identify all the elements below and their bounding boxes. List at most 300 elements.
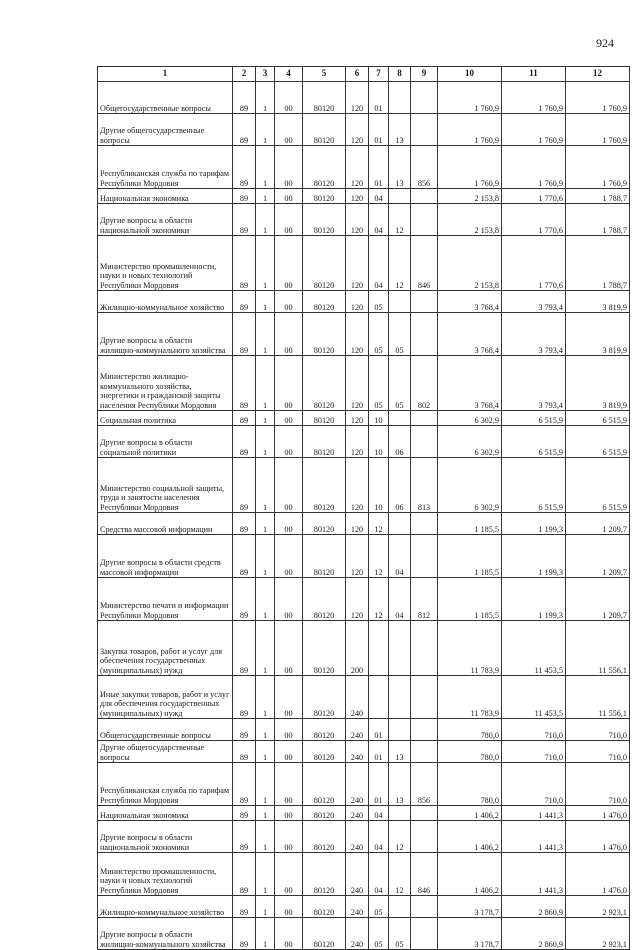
- table-row: [98, 806, 630, 821]
- cell-code: 200: [346, 621, 369, 676]
- cell-code: 120: [346, 513, 369, 535]
- cell-code: 05: [369, 918, 389, 950]
- cell-code: 80120: [303, 513, 346, 535]
- cell-code: [411, 411, 438, 426]
- cell-amount: 710,0: [502, 741, 566, 763]
- cell-code: 1: [256, 204, 275, 236]
- cell-code: 80120: [303, 763, 346, 806]
- cell-amount: 2 923,1: [566, 896, 630, 918]
- cell-code: 120: [346, 204, 369, 236]
- cell-amount: 1 185,5: [438, 513, 502, 535]
- cell-code: 89: [233, 853, 256, 896]
- cell-code: 05: [369, 313, 389, 356]
- table-row: [98, 676, 630, 719]
- cell-code: 1: [256, 356, 275, 411]
- row-name-cell: Министерство промышленности, науки и новых технологий Республики Мордовия: [98, 236, 233, 291]
- cell-code: 00: [275, 458, 303, 513]
- cell-code: 1: [256, 146, 275, 189]
- cell-code: [411, 535, 438, 578]
- cell-code: 00: [275, 114, 303, 146]
- header-cell: 5: [303, 67, 346, 82]
- row-name-cell: Другие общегосударственные вопросы: [98, 114, 233, 146]
- table-row: [98, 114, 630, 146]
- cell-amount: 6 302,9: [438, 458, 502, 513]
- row-name-cell: Республиканская служба по тарифам Республики Мордовия: [98, 146, 233, 189]
- table-row: [98, 313, 630, 356]
- cell-code: 05: [389, 313, 411, 356]
- row-name-cell: Иные закупки товаров, работ и услуг для обеспечения государственных (муниципальных) нужд: [98, 676, 233, 719]
- cell-code: 80120: [303, 411, 346, 426]
- cell-code: 00: [275, 236, 303, 291]
- cell-amount: 1 476,0: [566, 853, 630, 896]
- cell-code: 80120: [303, 578, 346, 621]
- table-row: [98, 896, 630, 918]
- cell-amount: 780,0: [438, 741, 502, 763]
- cell-code: 89: [233, 741, 256, 763]
- cell-code: 89: [233, 763, 256, 806]
- cell-code: 120: [346, 426, 369, 458]
- cell-amount: 1 476,0: [566, 821, 630, 853]
- cell-code: 1: [256, 719, 275, 741]
- header-cell: 1: [98, 67, 233, 82]
- cell-code: 80120: [303, 896, 346, 918]
- cell-code: 80120: [303, 356, 346, 411]
- cell-code: 12: [389, 204, 411, 236]
- cell-code: 240: [346, 719, 369, 741]
- cell-code: 120: [346, 356, 369, 411]
- cell-code: 04: [389, 578, 411, 621]
- cell-code: [411, 82, 438, 114]
- cell-code: 00: [275, 313, 303, 356]
- cell-code: 89: [233, 578, 256, 621]
- page-number: 924: [596, 36, 614, 50]
- cell-code: 1: [256, 676, 275, 719]
- row-name-cell: Другие вопросы в области жилищно-коммунального хозяйства: [98, 313, 233, 356]
- cell-code: [389, 806, 411, 821]
- cell-amount: 1 760,9: [566, 82, 630, 114]
- cell-code: 89: [233, 896, 256, 918]
- table-row: [98, 578, 630, 621]
- cell-amount: 1 476,0: [566, 806, 630, 821]
- row-name-cell: Другие вопросы в области средств массовой информации: [98, 535, 233, 578]
- cell-code: 89: [233, 356, 256, 411]
- cell-code: 89: [233, 114, 256, 146]
- cell-amount: 1 406,2: [438, 806, 502, 821]
- cell-code: 00: [275, 291, 303, 313]
- cell-code: 120: [346, 236, 369, 291]
- cell-amount: 1 209,7: [566, 578, 630, 621]
- cell-amount: 3 768,4: [438, 291, 502, 313]
- table-row: [98, 513, 630, 535]
- cell-code: 120: [346, 291, 369, 313]
- row-name-cell: Другие вопросы в области социальной политики: [98, 426, 233, 458]
- cell-amount: 6 515,9: [502, 458, 566, 513]
- cell-code: 00: [275, 513, 303, 535]
- table-row: [98, 356, 630, 411]
- cell-amount: 1 209,7: [566, 513, 630, 535]
- cell-amount: 1 770,6: [502, 189, 566, 204]
- cell-code: 13: [389, 763, 411, 806]
- cell-code: 00: [275, 821, 303, 853]
- cell-code: 00: [275, 896, 303, 918]
- cell-code: 80120: [303, 146, 346, 189]
- header-cell: 3: [256, 67, 275, 82]
- table-row: [98, 621, 630, 676]
- row-name-cell: Общегосударственные вопросы: [98, 82, 233, 114]
- cell-code: 12: [369, 578, 389, 621]
- budget-table: [97, 66, 630, 950]
- cell-code: [411, 806, 438, 821]
- table-row: [98, 82, 630, 114]
- cell-amount: 1 788,7: [566, 204, 630, 236]
- cell-amount: 11 783,9: [438, 621, 502, 676]
- cell-amount: 780,0: [438, 719, 502, 741]
- cell-code: 89: [233, 821, 256, 853]
- row-name-cell: Национальная экономика: [98, 806, 233, 821]
- cell-code: 00: [275, 741, 303, 763]
- cell-code: 80120: [303, 719, 346, 741]
- cell-code: 80120: [303, 458, 346, 513]
- cell-code: 00: [275, 411, 303, 426]
- cell-code: 120: [346, 146, 369, 189]
- cell-amount: 11 453,5: [502, 621, 566, 676]
- cell-code: 80120: [303, 676, 346, 719]
- cell-code: 04: [369, 236, 389, 291]
- cell-code: [411, 204, 438, 236]
- row-name-cell: Национальная экономика: [98, 189, 233, 204]
- cell-amount: 710,0: [566, 719, 630, 741]
- cell-code: 80120: [303, 821, 346, 853]
- cell-amount: 1 760,9: [438, 114, 502, 146]
- cell-amount: 3 178,7: [438, 918, 502, 950]
- cell-code: [411, 291, 438, 313]
- cell-code: 80120: [303, 204, 346, 236]
- cell-amount: 1 199,3: [502, 513, 566, 535]
- cell-amount: 2 153,8: [438, 189, 502, 204]
- cell-code: 00: [275, 82, 303, 114]
- cell-code: 80120: [303, 535, 346, 578]
- cell-code: 1: [256, 236, 275, 291]
- row-name-cell: Другие вопросы в области национальной экономики: [98, 204, 233, 236]
- table-row: [98, 236, 630, 291]
- table-row: [98, 291, 630, 313]
- cell-code: 1: [256, 896, 275, 918]
- cell-code: 01: [369, 763, 389, 806]
- cell-code: 05: [389, 356, 411, 411]
- cell-code: 12: [389, 821, 411, 853]
- cell-code: 12: [389, 853, 411, 896]
- cell-amount: 1 760,9: [438, 82, 502, 114]
- cell-code: 89: [233, 82, 256, 114]
- cell-amount: 1 788,7: [566, 189, 630, 204]
- cell-amount: 3 819,9: [566, 313, 630, 356]
- cell-code: [389, 896, 411, 918]
- cell-code: 80120: [303, 291, 346, 313]
- cell-code: 04: [369, 189, 389, 204]
- cell-code: [411, 821, 438, 853]
- row-name-cell: Другие вопросы в области национальной экономики: [98, 821, 233, 853]
- cell-code: 120: [346, 411, 369, 426]
- cell-code: 04: [369, 806, 389, 821]
- cell-code: 89: [233, 236, 256, 291]
- cell-code: 04: [369, 853, 389, 896]
- cell-amount: 1 441,3: [502, 853, 566, 896]
- cell-amount: 2 153,8: [438, 204, 502, 236]
- cell-code: 89: [233, 458, 256, 513]
- cell-code: 00: [275, 535, 303, 578]
- header-cell: 6: [346, 67, 369, 82]
- cell-amount: 710,0: [566, 741, 630, 763]
- cell-code: [411, 896, 438, 918]
- cell-code: 80120: [303, 236, 346, 291]
- row-name-cell: Жилищно-коммунальное хозяйство: [98, 291, 233, 313]
- cell-code: 05: [369, 896, 389, 918]
- cell-code: 89: [233, 204, 256, 236]
- cell-code: 240: [346, 853, 369, 896]
- table-row: [98, 821, 630, 853]
- cell-amount: 710,0: [502, 763, 566, 806]
- cell-code: 813: [411, 458, 438, 513]
- cell-code: 1: [256, 621, 275, 676]
- cell-code: 89: [233, 918, 256, 950]
- cell-code: [411, 114, 438, 146]
- cell-code: 89: [233, 513, 256, 535]
- cell-code: 240: [346, 676, 369, 719]
- cell-code: 89: [233, 426, 256, 458]
- cell-amount: 2 153,8: [438, 236, 502, 291]
- row-name-cell: Министерство жилищно-коммунального хозяйства, энергетики и гражданской защиты населения Республики Мордовия: [98, 356, 233, 411]
- table-row: [98, 763, 630, 806]
- cell-amount: 710,0: [566, 763, 630, 806]
- cell-code: 846: [411, 236, 438, 291]
- cell-code: 00: [275, 146, 303, 189]
- cell-amount: 3 819,9: [566, 291, 630, 313]
- table-row: [98, 426, 630, 458]
- cell-code: 120: [346, 578, 369, 621]
- cell-code: 00: [275, 189, 303, 204]
- cell-code: [411, 313, 438, 356]
- cell-code: 1: [256, 853, 275, 896]
- cell-code: 1: [256, 82, 275, 114]
- cell-amount: 6 515,9: [566, 411, 630, 426]
- header-cell: 4: [275, 67, 303, 82]
- cell-amount: 11 783,9: [438, 676, 502, 719]
- row-name-cell: Жилищно-коммунальное хозяйство: [98, 896, 233, 918]
- cell-code: 1: [256, 821, 275, 853]
- cell-code: 80120: [303, 741, 346, 763]
- cell-code: 89: [233, 313, 256, 356]
- cell-code: 80120: [303, 313, 346, 356]
- cell-code: [411, 719, 438, 741]
- cell-code: 80120: [303, 853, 346, 896]
- cell-amount: 1 788,7: [566, 236, 630, 291]
- cell-amount: 11 556,1: [566, 621, 630, 676]
- cell-code: 89: [233, 621, 256, 676]
- row-name-cell: Социальная политика: [98, 411, 233, 426]
- cell-code: 89: [233, 411, 256, 426]
- cell-amount: 11 556,1: [566, 676, 630, 719]
- cell-code: [411, 513, 438, 535]
- cell-amount: 1 185,5: [438, 535, 502, 578]
- cell-code: 00: [275, 719, 303, 741]
- cell-code: 00: [275, 676, 303, 719]
- header-cell: 10: [438, 67, 502, 82]
- cell-amount: 6 302,9: [438, 426, 502, 458]
- cell-code: 80120: [303, 189, 346, 204]
- cell-code: 80120: [303, 918, 346, 950]
- cell-amount: 710,0: [502, 719, 566, 741]
- cell-code: 01: [369, 741, 389, 763]
- cell-code: 1: [256, 426, 275, 458]
- cell-code: 06: [389, 426, 411, 458]
- row-name-cell: Общегосударственные вопросы: [98, 719, 233, 741]
- cell-amount: 3 793,4: [502, 291, 566, 313]
- cell-code: 00: [275, 806, 303, 821]
- cell-code: 12: [369, 535, 389, 578]
- cell-code: 13: [389, 114, 411, 146]
- row-name-cell: Министерство промышленности, науки и новых технологий Республики Мордовия: [98, 853, 233, 896]
- row-name-cell: Министерство печати и информации Республики Мордовия: [98, 578, 233, 621]
- cell-code: 240: [346, 918, 369, 950]
- table-row: [98, 741, 630, 763]
- cell-code: 1: [256, 114, 275, 146]
- cell-code: 856: [411, 146, 438, 189]
- cell-code: [389, 291, 411, 313]
- row-name-cell: Средства массовой информации: [98, 513, 233, 535]
- cell-code: 80120: [303, 114, 346, 146]
- cell-code: [389, 621, 411, 676]
- table-row: [98, 918, 630, 950]
- cell-amount: 1 209,7: [566, 535, 630, 578]
- cell-code: 89: [233, 291, 256, 313]
- row-name-cell: Закупка товаров, работ и услуг для обеспечения государственных (муниципальных) нужд: [98, 621, 233, 676]
- cell-amount: 1 760,9: [566, 114, 630, 146]
- cell-code: [411, 426, 438, 458]
- cell-amount: 2 860,9: [502, 896, 566, 918]
- cell-code: 120: [346, 189, 369, 204]
- cell-code: 120: [346, 313, 369, 356]
- cell-code: [389, 719, 411, 741]
- cell-code: 1: [256, 411, 275, 426]
- cell-code: 04: [369, 821, 389, 853]
- cell-code: 1: [256, 513, 275, 535]
- cell-code: 00: [275, 356, 303, 411]
- cell-code: 1: [256, 189, 275, 204]
- cell-code: [389, 189, 411, 204]
- cell-code: 89: [233, 146, 256, 189]
- cell-amount: 1 185,5: [438, 578, 502, 621]
- cell-code: 120: [346, 535, 369, 578]
- cell-amount: 1 199,3: [502, 535, 566, 578]
- cell-code: 12: [369, 513, 389, 535]
- table-row: [98, 189, 630, 204]
- cell-code: 13: [389, 146, 411, 189]
- cell-amount: 1 760,9: [566, 146, 630, 189]
- cell-code: 80120: [303, 426, 346, 458]
- cell-amount: 1 441,3: [502, 821, 566, 853]
- cell-code: 01: [369, 719, 389, 741]
- cell-amount: 6 515,9: [502, 426, 566, 458]
- cell-code: 80120: [303, 82, 346, 114]
- cell-code: 00: [275, 578, 303, 621]
- cell-code: 1: [256, 458, 275, 513]
- cell-code: 05: [389, 918, 411, 950]
- cell-code: [411, 741, 438, 763]
- row-name-cell: Другие общегосударственные вопросы: [98, 741, 233, 763]
- cell-code: 00: [275, 763, 303, 806]
- cell-code: [389, 82, 411, 114]
- cell-code: [389, 676, 411, 719]
- cell-code: 00: [275, 621, 303, 676]
- cell-code: 120: [346, 114, 369, 146]
- cell-code: 89: [233, 719, 256, 741]
- cell-code: 10: [369, 426, 389, 458]
- cell-code: 240: [346, 896, 369, 918]
- cell-amount: 6 515,9: [566, 426, 630, 458]
- cell-amount: 1 770,6: [502, 236, 566, 291]
- header-cell: 7: [369, 67, 389, 82]
- cell-code: 00: [275, 918, 303, 950]
- cell-code: [369, 676, 389, 719]
- cell-amount: 1 760,9: [502, 82, 566, 114]
- cell-amount: 3 793,4: [502, 356, 566, 411]
- table-row: [98, 458, 630, 513]
- cell-amount: 1 406,2: [438, 853, 502, 896]
- cell-code: 240: [346, 741, 369, 763]
- cell-amount: 3 793,4: [502, 313, 566, 356]
- cell-amount: 2 923,1: [566, 918, 630, 950]
- cell-code: 04: [389, 535, 411, 578]
- cell-amount: 3 768,4: [438, 356, 502, 411]
- cell-code: [389, 513, 411, 535]
- cell-code: [411, 676, 438, 719]
- cell-amount: 11 453,5: [502, 676, 566, 719]
- cell-amount: 6 515,9: [502, 411, 566, 426]
- cell-code: 01: [369, 114, 389, 146]
- cell-code: 846: [411, 853, 438, 896]
- table-header-row: [98, 67, 630, 82]
- cell-code: 80120: [303, 621, 346, 676]
- cell-code: 856: [411, 763, 438, 806]
- header-cell: 9: [411, 67, 438, 82]
- cell-code: 240: [346, 763, 369, 806]
- cell-amount: 3 819,9: [566, 356, 630, 411]
- cell-code: 04: [369, 204, 389, 236]
- cell-code: 120: [346, 458, 369, 513]
- cell-amount: 1 406,2: [438, 821, 502, 853]
- cell-amount: 2 860,9: [502, 918, 566, 950]
- cell-amount: 3 178,7: [438, 896, 502, 918]
- cell-code: 10: [369, 458, 389, 513]
- cell-amount: 1 760,9: [502, 146, 566, 189]
- cell-amount: 1 760,9: [438, 146, 502, 189]
- cell-code: 89: [233, 806, 256, 821]
- cell-code: 812: [411, 578, 438, 621]
- cell-code: 240: [346, 806, 369, 821]
- cell-code: 1: [256, 806, 275, 821]
- cell-amount: 1 199,3: [502, 578, 566, 621]
- cell-amount: 3 768,4: [438, 313, 502, 356]
- table-row: [98, 146, 630, 189]
- cell-code: 01: [369, 146, 389, 189]
- cell-code: 89: [233, 535, 256, 578]
- cell-amount: 1 441,3: [502, 806, 566, 821]
- cell-code: 1: [256, 741, 275, 763]
- cell-code: 1: [256, 291, 275, 313]
- cell-code: 1: [256, 918, 275, 950]
- row-name-cell: Министерство социальной защиты, труда и занятости населения Республики Мордовия: [98, 458, 233, 513]
- cell-code: 1: [256, 763, 275, 806]
